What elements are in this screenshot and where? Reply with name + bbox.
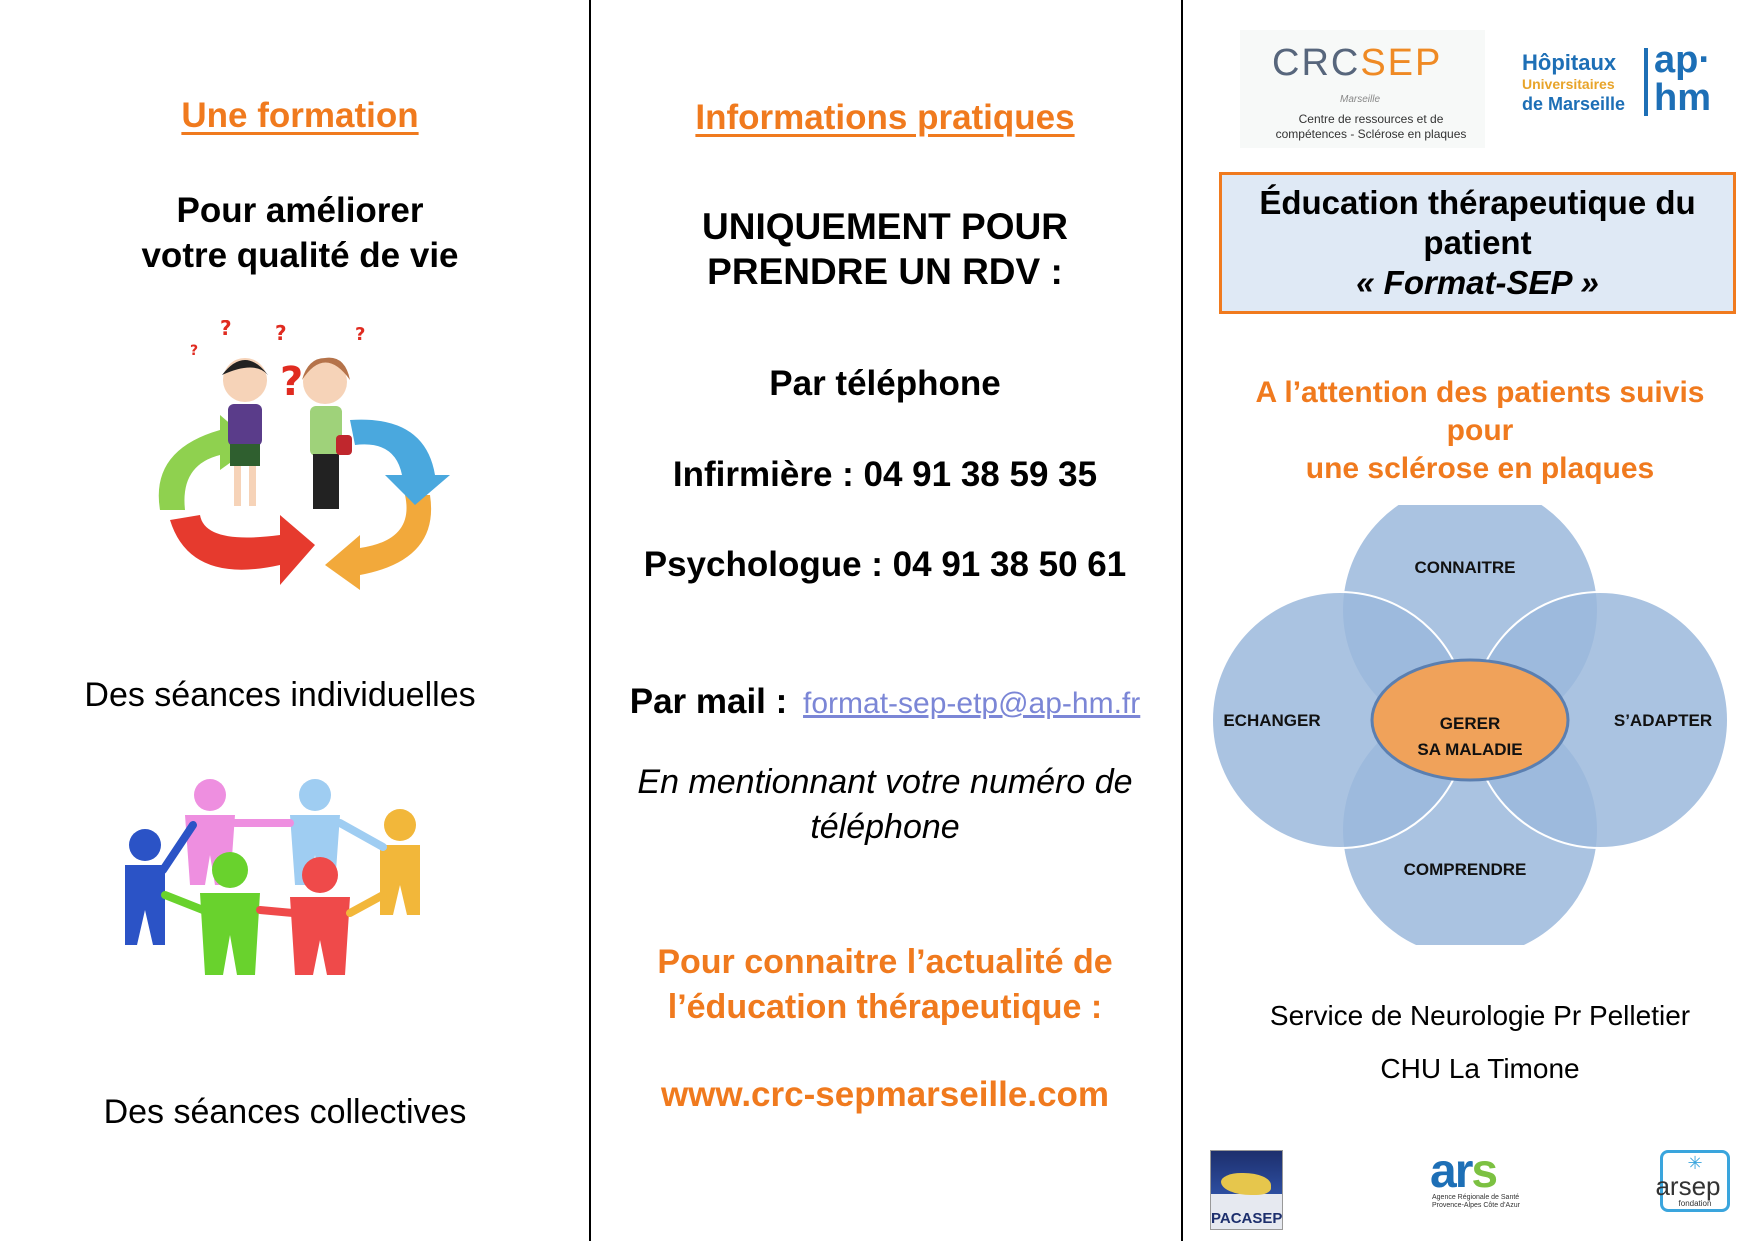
question-mark-icon: ?: [280, 359, 304, 405]
audience-line2: pour: [1446, 414, 1514, 447]
crc-sep-wordmark: CRCSEP: [1272, 42, 1443, 84]
boy-shorts: [230, 444, 260, 466]
girl-pants: [313, 454, 339, 509]
girl-bag: [336, 435, 352, 455]
aphm-logo: [1520, 39, 1720, 119]
service-name: Service de Neurologie Pr Pelletier: [1269, 1000, 1691, 1031]
pacasep-logo: [1210, 1150, 1283, 1230]
arsep-wordmark: arsep: [1655, 1171, 1721, 1201]
collective-sessions-label: Des séances collectives: [103, 1093, 467, 1131]
program-title-line2: patient: [1423, 224, 1532, 261]
label-sadapter: S’ADAPTER: [1613, 711, 1713, 730]
audience-line3: une sclérose en plaques: [1305, 452, 1655, 485]
audience-line1: A l’attention des patients suivis: [1255, 376, 1705, 409]
hospital-name: CHU La Timone: [1380, 1053, 1580, 1084]
program-name: « Format-SEP »: [1356, 264, 1599, 301]
arsep-subtitle: fondation: [1678, 1199, 1712, 1208]
mail-link[interactable]: format-sep-etp@ap-hm.fr: [803, 687, 1141, 720]
program-title-box: [1219, 172, 1736, 314]
aphm-divider: [1644, 48, 1648, 116]
blue-arrow: [350, 420, 450, 505]
subtitle-line1: Pour améliorer: [176, 191, 424, 230]
label-comprendre: COMPRENDRE: [1403, 860, 1527, 879]
mail-label: Par mail :: [629, 682, 788, 721]
mail-line: [600, 682, 1170, 722]
crc-description: Centre de ressources et de compétences - Sclérose en plaques: [1275, 112, 1467, 141]
mention-instruction: [600, 760, 1170, 850]
website-link[interactable]: www.crc-sepmarseille.com: [660, 1075, 1110, 1114]
news-heading: [600, 940, 1170, 1030]
ars-wordmark: ars: [1430, 1145, 1497, 1198]
ars-logo: [1430, 1145, 1525, 1220]
ars-subtitle: Agence Régionale de Santé Provence-Alpes Côte d’Azur: [1432, 1194, 1520, 1209]
question-mark-icon: ?: [190, 343, 199, 359]
boy-shirt: [228, 404, 262, 446]
program-title-line1: Éducation thérapeutique du: [1259, 184, 1696, 221]
column1-title: Une formation: [181, 96, 419, 135]
boy-leg: [234, 466, 241, 506]
snowflake-icon: ✳: [1687, 1153, 1703, 1173]
crc-city: Marseille: [1340, 94, 1381, 105]
rdv-line1: UNIQUEMENT POUR: [702, 206, 1068, 247]
question-mark-icon: ?: [355, 324, 366, 345]
audience-notice: [1210, 374, 1750, 488]
aphm-marseille: de Marseille: [1522, 94, 1626, 114]
red-arrow: [170, 515, 315, 585]
nurse-phone: Infirmière : 04 91 38 59 35: [672, 455, 1098, 494]
label-connaitre: CONNAITRE: [1414, 558, 1516, 577]
skills-diagram: [1200, 505, 1740, 945]
aphm-hopitaux: Hôpitaux: [1522, 50, 1617, 75]
mention-line2: téléphone: [810, 808, 960, 846]
pacasep-text: PACASEP: [1211, 1210, 1283, 1227]
column2-title: Informations pratiques: [695, 98, 1075, 137]
news-line2: l’éducation thérapeutique :: [667, 988, 1103, 1026]
people-circle: [125, 779, 420, 975]
label-center-line2: SA MALADIE: [1417, 740, 1523, 759]
boy-leg: [249, 466, 256, 506]
orange-arrow: [325, 495, 431, 590]
column-divider-right: [1181, 0, 1183, 1241]
column1-subtitle: [40, 188, 560, 278]
individual-sessions-label: Des séances individuelles: [84, 676, 476, 714]
news-line1: Pour connaitre l’actualité de: [657, 943, 1113, 981]
psychologist-phone: Psychologue : 04 91 38 50 61: [643, 545, 1127, 584]
pacasep-map-icon: [1221, 1173, 1271, 1195]
aphm-hm: hm: [1654, 77, 1711, 119]
collective-session-illustration: [115, 775, 450, 990]
label-center-line1: GERER: [1439, 714, 1501, 733]
aphm-universitaires: Universitaires: [1522, 76, 1615, 92]
label-echanger: ECHANGER: [1223, 711, 1321, 730]
crc-sep-logo: [1240, 30, 1485, 148]
column-divider-left: [589, 0, 591, 1241]
arsep-logo: [1655, 1150, 1730, 1212]
subtitle-line2: votre qualité de vie: [141, 236, 459, 275]
appointment-only-notice: [600, 204, 1170, 294]
mention-line1: En mentionnant votre numéro de: [637, 763, 1133, 801]
individual-session-illustration: [130, 320, 470, 600]
aphm-ap: ap·: [1654, 39, 1711, 81]
phone-heading: Par téléphone: [769, 364, 1001, 403]
question-mark-icon: ?: [275, 321, 287, 345]
rdv-line2: PRENDRE UN RDV :: [707, 251, 1063, 292]
question-mark-icon: ?: [220, 320, 232, 340]
